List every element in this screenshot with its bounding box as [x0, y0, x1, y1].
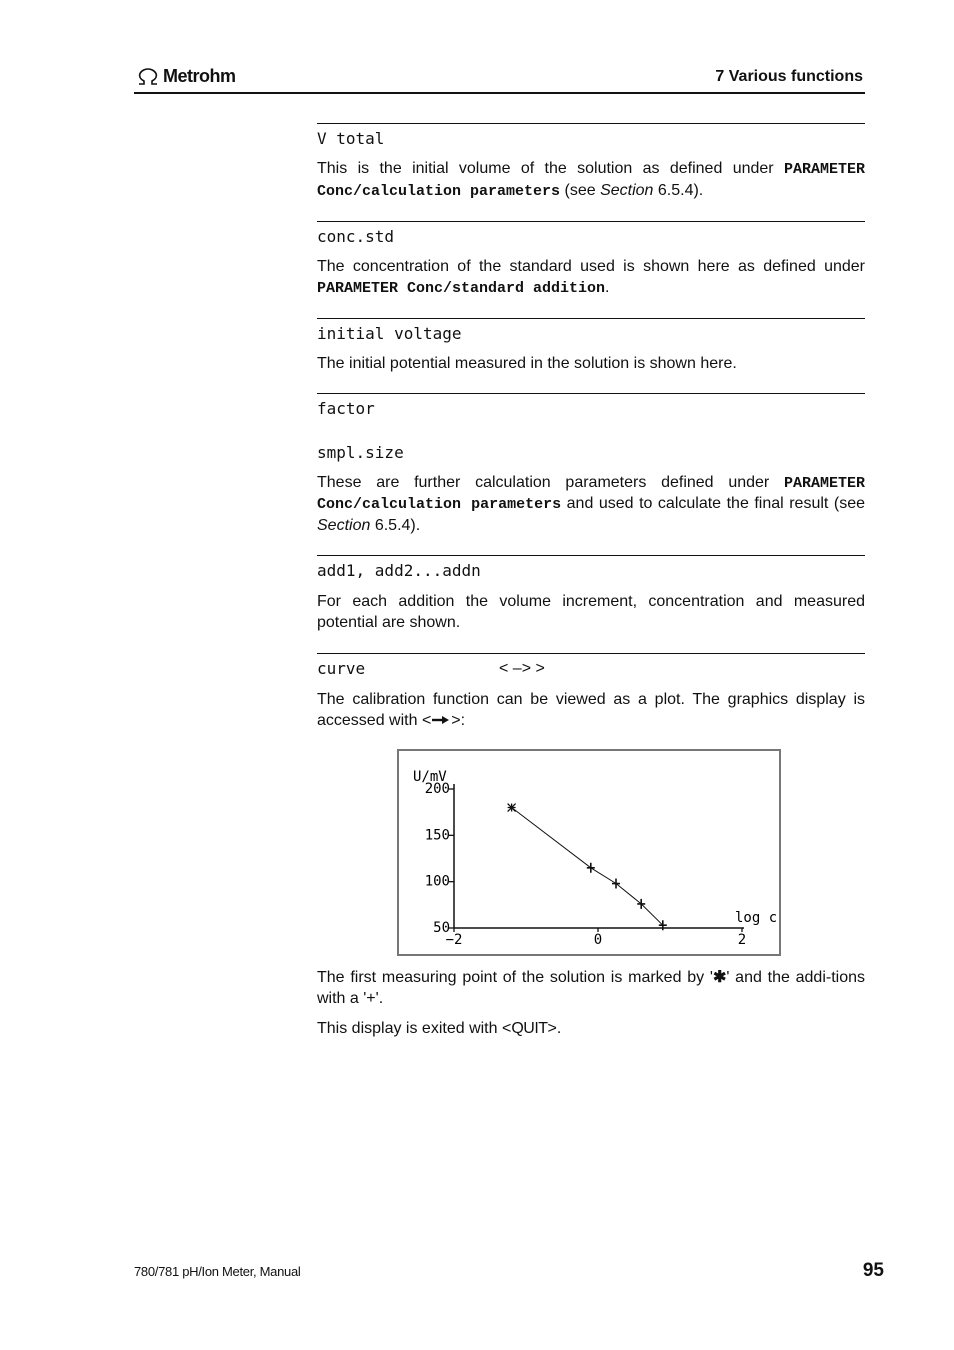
text-factor: These are further calculation parameters defined under PARAMETER Conc/calculation parameters and used to calculate the final result (see Section 6.5.4). — [317, 473, 865, 534]
text-additions: For each addition the volume increment, concentration and measured potential are shown. — [317, 593, 865, 631]
text-quit: This display is exited with <QUIT>. — [317, 1020, 562, 1037]
asterisk-icon: ✱ — [712, 969, 727, 986]
brand-name: Metrohm — [163, 66, 236, 86]
y-axis-label: U/mV — [413, 769, 447, 785]
sample-point-asterisk — [508, 804, 516, 812]
y-tick-label: 100 — [424, 873, 450, 890]
addition-point-plus — [637, 899, 645, 909]
section-conc-std — [317, 221, 865, 318]
param-ref: PARAMETER Conc/calculation parameters — [317, 161, 865, 200]
text-markers: The first measuring point of the solution is marked by '✱' and the addi-tions with a '+'. — [317, 969, 866, 1007]
chapter-title: 7 Various functions — [715, 68, 863, 85]
quit-key: QUIT — [511, 1020, 548, 1037]
section-initial-voltage — [317, 318, 865, 393]
heading-factor: factor — [317, 398, 375, 418]
calibration-chart — [399, 751, 779, 954]
curve-row — [317, 659, 865, 679]
heading-additions: add1, add2...addn — [317, 561, 481, 580]
after-text — [317, 968, 865, 1040]
x-tick-label: 2 — [737, 932, 747, 948]
y-tick-label: 150 — [424, 827, 450, 844]
param-ref: PARAMETER Conc/standard addition — [317, 279, 606, 297]
addition-point-plus — [587, 863, 595, 873]
footer-manual: 780/781 pH/Ion Meter, Manual — [134, 1264, 301, 1279]
page-header — [134, 62, 865, 94]
brand-logo — [136, 66, 236, 87]
heading-curve: curve — [317, 659, 366, 678]
section-v-total — [317, 123, 865, 221]
calibration-plot — [397, 749, 781, 956]
heading-conc-std: conc.std — [317, 227, 395, 246]
section-factor — [317, 393, 865, 556]
addition-point-plus — [612, 879, 620, 889]
text-initial-voltage: The initial potential measured in the solution is shown here. — [317, 355, 737, 372]
text-v-total: This is the initial volume of the solution as defined under PARAMETER Conc/calculation parameters (see Section 6.5.4). — [317, 160, 865, 200]
calibration-line — [512, 808, 663, 926]
key-right-arrow: < –> > — [499, 660, 545, 677]
section-curve — [317, 653, 865, 956]
param-ref: PARAMETER Conc/calculation parameters — [317, 474, 865, 513]
page-content — [317, 123, 865, 1050]
heading-smpl-size: smpl.size — [317, 442, 404, 462]
heading-v-total: V total — [317, 129, 385, 148]
x-tick-label: −2 — [445, 932, 463, 948]
heading-initial-voltage: initial voltage — [317, 324, 462, 343]
text-conc-std: The concentration of the standard used is shown here as defined under PARAMETER Conc/standard addition. — [317, 258, 865, 297]
y-tick-label: 50 — [433, 920, 450, 936]
y-tick-label: 200 — [424, 781, 450, 797]
x-axis-label: log c — [735, 910, 778, 926]
x-tick-label: 0 — [593, 932, 603, 948]
page-number: 95 — [862, 1260, 884, 1281]
section-additions — [317, 555, 865, 653]
omega-logo-icon — [136, 68, 160, 86]
arrow-right-icon — [431, 715, 451, 725]
text-curve: The calibration function can be viewed as a plot. The graphics display is accessed with < >: — [317, 691, 865, 729]
